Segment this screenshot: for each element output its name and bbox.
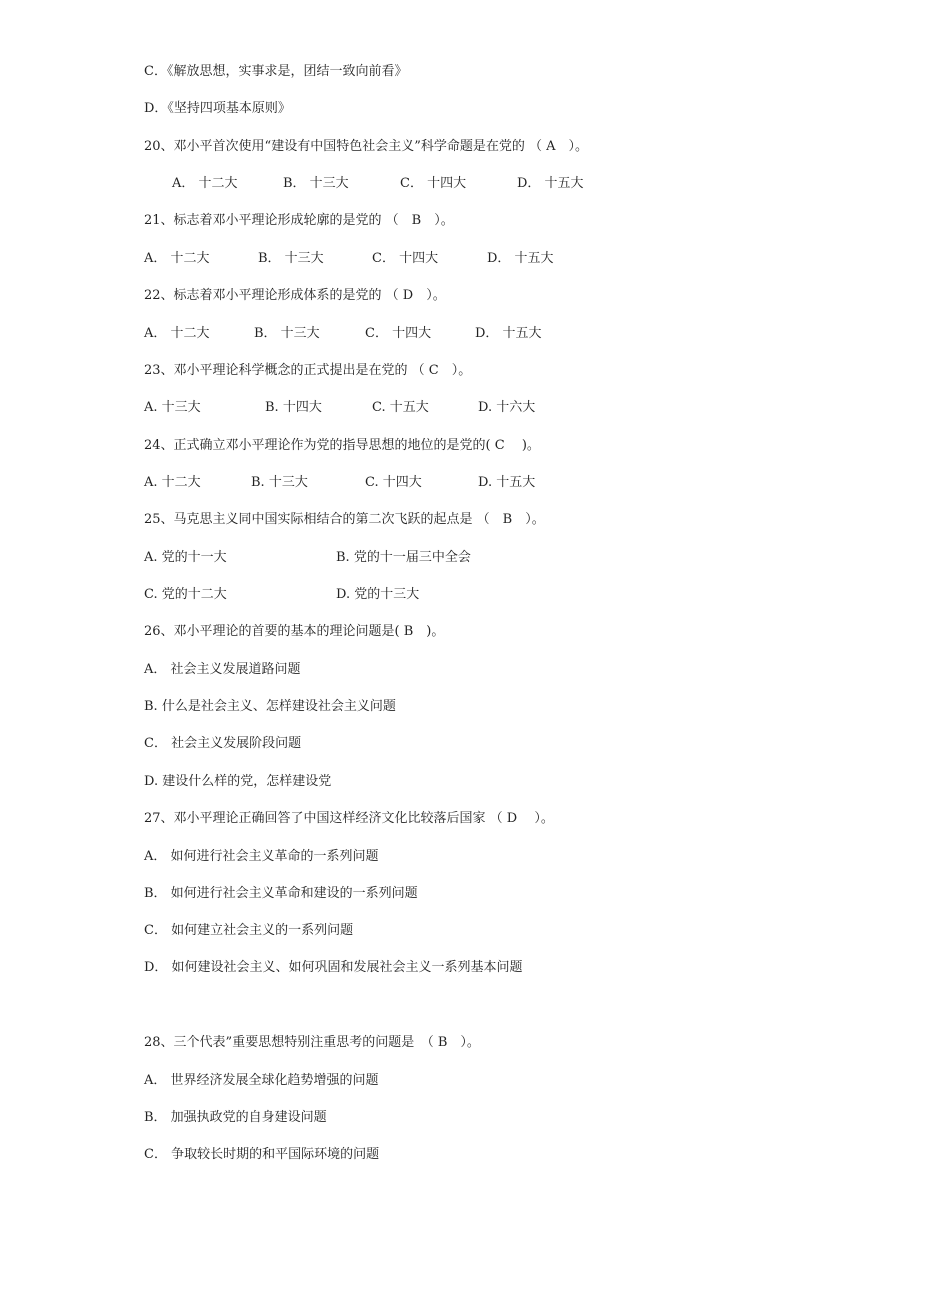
question-20: 20、邓小平首次使用“建设有中国特色社会主义”科学命题是在党的 （ A ）。 [144, 139, 588, 154]
question-25: 25、马克思主义同中国实际相结合的第二次飞跃的起点是 （ B ）。 [144, 512, 545, 527]
question-26: 26、邓小平理论的首要的基本的理论问题是( B )。 [144, 624, 445, 639]
q22-option-c: C． 十四大 [365, 326, 432, 341]
q23-option-c: C. 十五大 [372, 400, 429, 415]
q20-option-b: B． 十三大 [283, 176, 349, 191]
q26-option-a: A． 社会主义发展道路问题 [144, 662, 301, 677]
q25-option-a: A. 党的十一大 [144, 550, 227, 565]
q23-option-a: A. 十三大 [144, 400, 201, 415]
q22-option-d: D． 十五大 [475, 326, 542, 341]
q22-option-b: B． 十三大 [254, 326, 320, 341]
q24-option-a: A. 十二大 [144, 475, 201, 490]
q27-option-a: A． 如何进行社会主义革命的一系列问题 [144, 849, 379, 864]
q26-option-b: B. 什么是社会主义、怎样建设社会主义问题 [144, 699, 396, 714]
q19-option-c: C．《解放思想，实事求是，团结一致向前看》 [144, 64, 408, 79]
q26-option-c: C． 社会主义发展阶段问题 [144, 736, 302, 751]
q25-option-b: B. 党的十一届三中全会 [336, 550, 471, 565]
q28-option-b: B． 加强执政党的自身建设问题 [144, 1110, 327, 1125]
question-24: 24、正式确立邓小平理论作为党的指导思想的地位的是党的( C )。 [144, 438, 540, 453]
q28-option-c: C． 争取较长时期的和平国际环境的问题 [144, 1147, 380, 1162]
q20-option-d: D． 十五大 [517, 176, 584, 191]
q24-option-b: B. 十三大 [251, 475, 308, 490]
q24-option-c: C. 十四大 [365, 475, 422, 490]
q23-option-d: D. 十六大 [478, 400, 536, 415]
q28-option-a: A． 世界经济发展全球化趋势增强的问题 [144, 1073, 379, 1088]
q21-option-c: C． 十四大 [372, 251, 439, 266]
q20-option-c: C． 十四大 [400, 176, 467, 191]
q27-option-b: B． 如何进行社会主义革命和建设的一系列问题 [144, 886, 418, 901]
q21-option-d: D． 十五大 [487, 251, 554, 266]
q25-option-d: D. 党的十三大 [336, 587, 420, 602]
q19-option-d: D．《坚持四项基本原则》 [144, 101, 291, 116]
question-27: 27、邓小平理论正确回答了中国这样经济文化比较落后国家 （ D ）。 [144, 811, 554, 826]
q22-option-a: A． 十二大 [144, 326, 210, 341]
question-22: 22、标志着邓小平理论形成体系的是党的 （ D ）。 [144, 288, 446, 303]
q27-option-c: C． 如何建立社会主义的一系列问题 [144, 923, 354, 938]
question-28: 28、三个代表”重要思想特别注重思考的问题是 （ B ）。 [144, 1035, 480, 1050]
question-23: 23、邓小平理论科学概念的正式提出是在党的 （ C ）。 [144, 363, 472, 378]
q21-option-b: B． 十三大 [258, 251, 324, 266]
q21-option-a: A． 十二大 [144, 251, 210, 266]
q24-option-d: D. 十五大 [478, 475, 536, 490]
q23-option-b: B. 十四大 [265, 400, 322, 415]
q25-option-c: C. 党的十二大 [144, 587, 227, 602]
q20-option-a: A． 十二大 [172, 176, 238, 191]
q27-option-d: D． 如何建设社会主义、如何巩固和发展社会主义一系列基本问题 [144, 960, 523, 975]
question-21: 21、标志着邓小平理论形成轮廓的是党的 （ B ）。 [144, 213, 454, 228]
q26-option-d: D. 建设什么样的党，怎样建设党 [144, 774, 332, 789]
